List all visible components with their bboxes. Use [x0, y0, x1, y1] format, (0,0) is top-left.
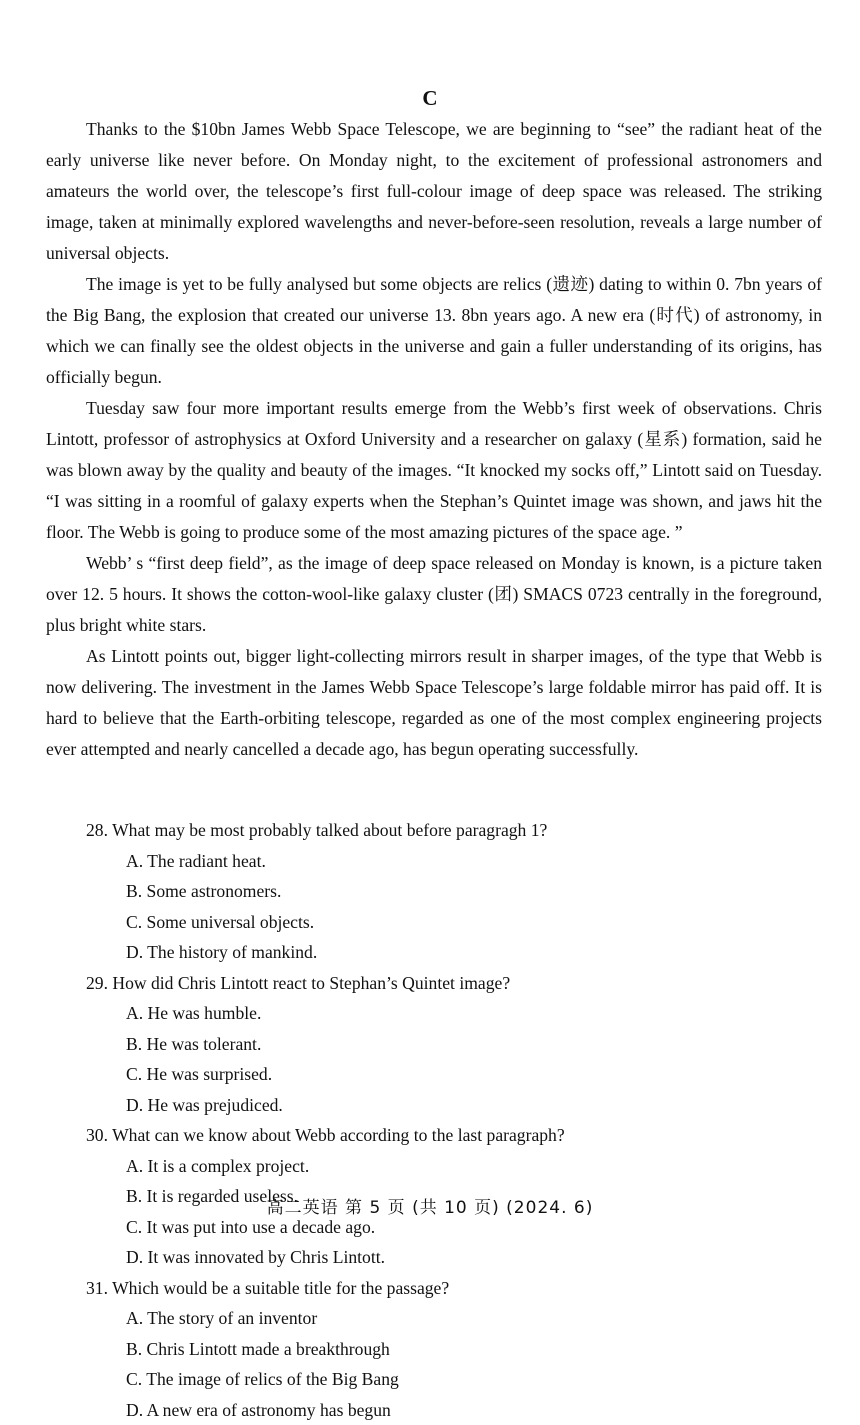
passage-paragraph-1: Thanks to the $10bn James Webb Space Telescope, we are beginning to “see” the radiant heat of the early universe like never before. On Monday night, to the excitement of professional astronomers and amateurs the world over, the telescope’s first full-colour image of deep space was released. The striking image, taken at minimally explored wavelengths and never-before-seen resolution, reveals a large number of universal objects.	[46, 114, 822, 269]
option-b[interactable]: B. He was tolerant.	[126, 1029, 500, 1060]
question-stem: 30. What can we know about Webb according to the last paragraph?	[46, 1120, 822, 1151]
option-d[interactable]: D. It was innovated by Chris Lintott.	[126, 1242, 500, 1273]
option-list	[46, 998, 822, 1120]
option-c[interactable]: C. He was surprised.	[126, 1059, 500, 1090]
passage-paragraph-4: Webb’ s “first deep field”, as the image of deep space released on Monday is known, is a picture taken over 12. 5 hours. It shows the cotton-wool-like galaxy cluster (团) SMACS 0723 centrally in the foreground, plus bright white stars.	[46, 548, 822, 641]
question-29	[46, 968, 822, 1121]
question-list	[46, 815, 822, 1425]
option-b[interactable]: B. Some astronomers.	[126, 876, 500, 907]
question-stem: 29. How did Chris Lintott react to Stephan’s Quintet image?	[46, 968, 822, 999]
question-31	[46, 1273, 822, 1425]
option-c[interactable]: C. The image of relics of the Big Bang	[126, 1364, 500, 1395]
option-c[interactable]: C. It was put into use a decade ago.	[126, 1212, 500, 1243]
passage-paragraph-2: The image is yet to be fully analysed but some objects are relics (遗迹) dating to within 0. 7bn years of the Big Bang, the explosion that created our universe 13. 8bn years ago. A new era (时代) of astronomy, in which we can finally see the oldest objects in the universe and gain a fuller understanding of its origins, has officially begun.	[46, 269, 822, 393]
option-a[interactable]: A. He was humble.	[126, 998, 500, 1029]
option-a[interactable]: A. The story of an inventor	[126, 1303, 500, 1334]
passage-paragraph-5: As Lintott points out, bigger light-collecting mirrors result in sharper images, of the type that Webb is now delivering. The investment in the James Webb Space Telescope’s large foldable mirror has paid off. It is hard to believe that the Earth-orbiting telescope, regarded as one of the most complex engineering projects ever attempted and nearly cancelled a decade ago, has begun operating successfully.	[46, 641, 822, 765]
option-list	[46, 1303, 822, 1425]
question-stem: 31. Which would be a suitable title for the passage?	[46, 1273, 822, 1304]
option-c[interactable]: C. Some universal objects.	[126, 907, 500, 938]
page-footer: 高二英语 第 5 页 (共 10 页) (2024. 6)	[0, 1193, 860, 1218]
reading-passage	[46, 114, 822, 765]
section-heading: C	[0, 86, 860, 111]
option-a[interactable]: A. The radiant heat.	[126, 846, 500, 877]
option-b[interactable]: B. It is regarded useless.	[126, 1181, 500, 1212]
option-b[interactable]: B. Chris Lintott made a breakthrough	[126, 1334, 500, 1365]
option-d[interactable]: D. A new era of astronomy has begun	[126, 1395, 500, 1425]
option-d[interactable]: D. The history of mankind.	[126, 937, 500, 968]
option-a[interactable]: A. It is a complex project.	[126, 1151, 500, 1182]
question-28	[46, 815, 822, 968]
question-stem: 28. What may be most probably talked about before paragragh 1?	[46, 815, 822, 846]
option-list	[46, 846, 822, 968]
option-d[interactable]: D. He was prejudiced.	[126, 1090, 500, 1121]
passage-paragraph-3: Tuesday saw four more important results emerge from the Webb’s first week of observations. Chris Lintott, professor of astrophysics at Oxford University and a researcher on galaxy (星系) formation, said he was blown away by the quality and beauty of the images. “It knocked my socks off,” Lintott said on Tuesday. “I was sitting in a roomful of galaxy experts when the Stephan’s Quintet image was shown, and jaws hit the floor. The Webb is going to produce some of the most amazing pictures of the space age. ”	[46, 393, 822, 548]
